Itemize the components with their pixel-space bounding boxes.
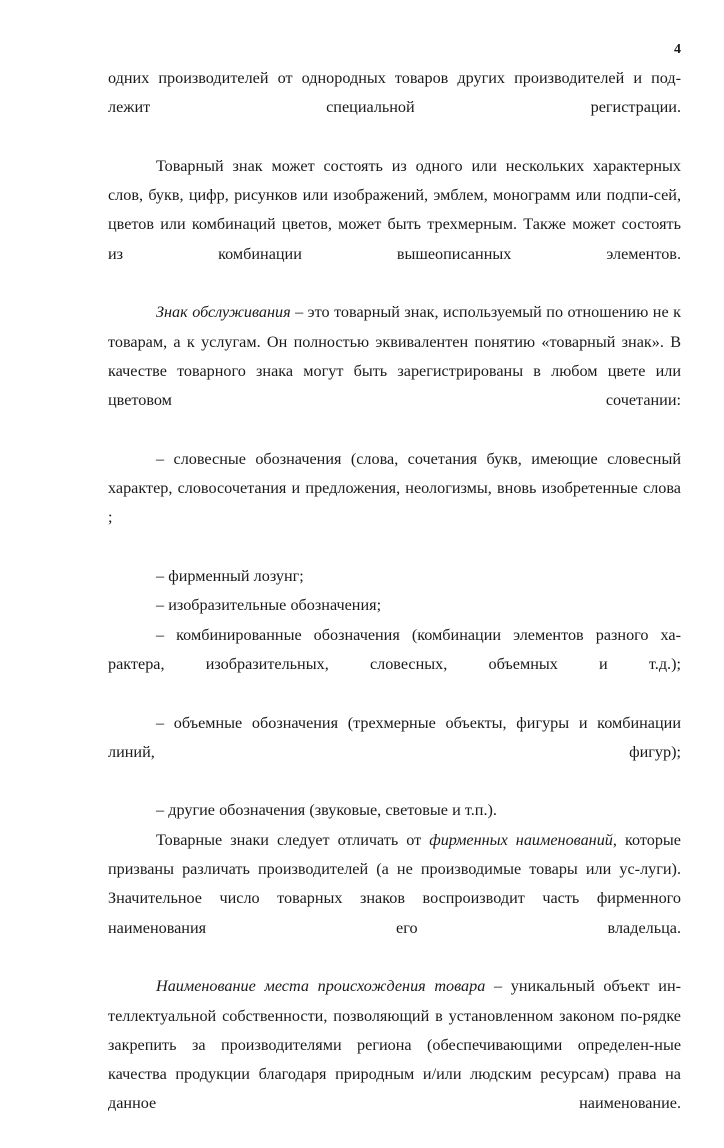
paragraph-text-after: , которые призваны различать производителей (а не производимые товары или ус-луги). Значительное число товарных знаков воспроизводит часть фирменного наименования его владельца. [108, 830, 681, 937]
list-item-text: – другие обозначения (звуковые, световые и т.п.). [156, 801, 497, 820]
paragraph-service-mark [108, 298, 681, 444]
list-item-verbal-designations [108, 445, 681, 562]
paragraph-continuation [108, 64, 681, 152]
list-item-company-slogan [108, 562, 681, 591]
list-item-volumetric-designations [108, 709, 681, 797]
list-item-text: – изобразительные обозначения; [156, 596, 382, 615]
page-number: 4 [674, 42, 681, 57]
list-item-text: – словесные обозначения (слова, сочетания букв, имеющие словесный характер, словосочетания и предложения, неологизмы, вновь изобретенные слова ; [108, 449, 681, 527]
paragraph-place-of-origin [108, 972, 681, 1148]
list-item-other-designations [108, 796, 681, 825]
list-item-text: – комбинированные обозначения (комбинации элементов разного ха-рактера, изобразительных, словесных, объемных и т.д.); [108, 625, 681, 673]
list-item-text: – фирменный лозунг; [156, 567, 304, 586]
paragraph-text-before: Товарные знаки следует отличать от [156, 830, 430, 849]
document-body [108, 64, 681, 1148]
list-item-pictorial-designations [108, 591, 681, 620]
list-item-combined-designations [108, 621, 681, 709]
term-service-mark: Знак обслуживания [156, 303, 291, 322]
paragraph-text: – уникальный объект ин-теллектуальной собственности, позволяющий в установленном законом по-рядке закрепить за производителями региона (обеспечивающими определен-ные качества продукции благодаря природным и/или людским ресурсам) права на данное наименование. [108, 977, 681, 1113]
page-header [108, 40, 681, 60]
paragraph-trademark-definition [108, 152, 681, 298]
list-item-text: – объемные обозначения (трехмерные объекты, фигуры и комбинации линий, фигур); [108, 713, 681, 761]
paragraph-text: одних производителей от однородных товаров других производителей и под-лежит специальной регистрации. [108, 69, 681, 117]
paragraph-firm-names [108, 826, 681, 972]
paragraph-text: – это товарный знак, используемый по отношению не к товарам, а к услугам. Он полностью эквивалентен понятию «товарный знак». В качестве товарного знака могут быть зарегистрированы в любом цвете или цветовом сочетании: [108, 303, 681, 410]
paragraph-text: Товарный знак может состоять из одного или нескольких характерных слов, букв, цифр, рисунков или изображений, эмблем, монограмм или подпи-сей, цветов или комбинаций цветов, может быть трехмерным. Также может состоять из комбинации вышеописанных элементов. [108, 156, 681, 263]
term-firm-names: фирменных наименований [429, 830, 613, 849]
term-place-of-origin: Наименование места происхождения товара [156, 977, 486, 996]
